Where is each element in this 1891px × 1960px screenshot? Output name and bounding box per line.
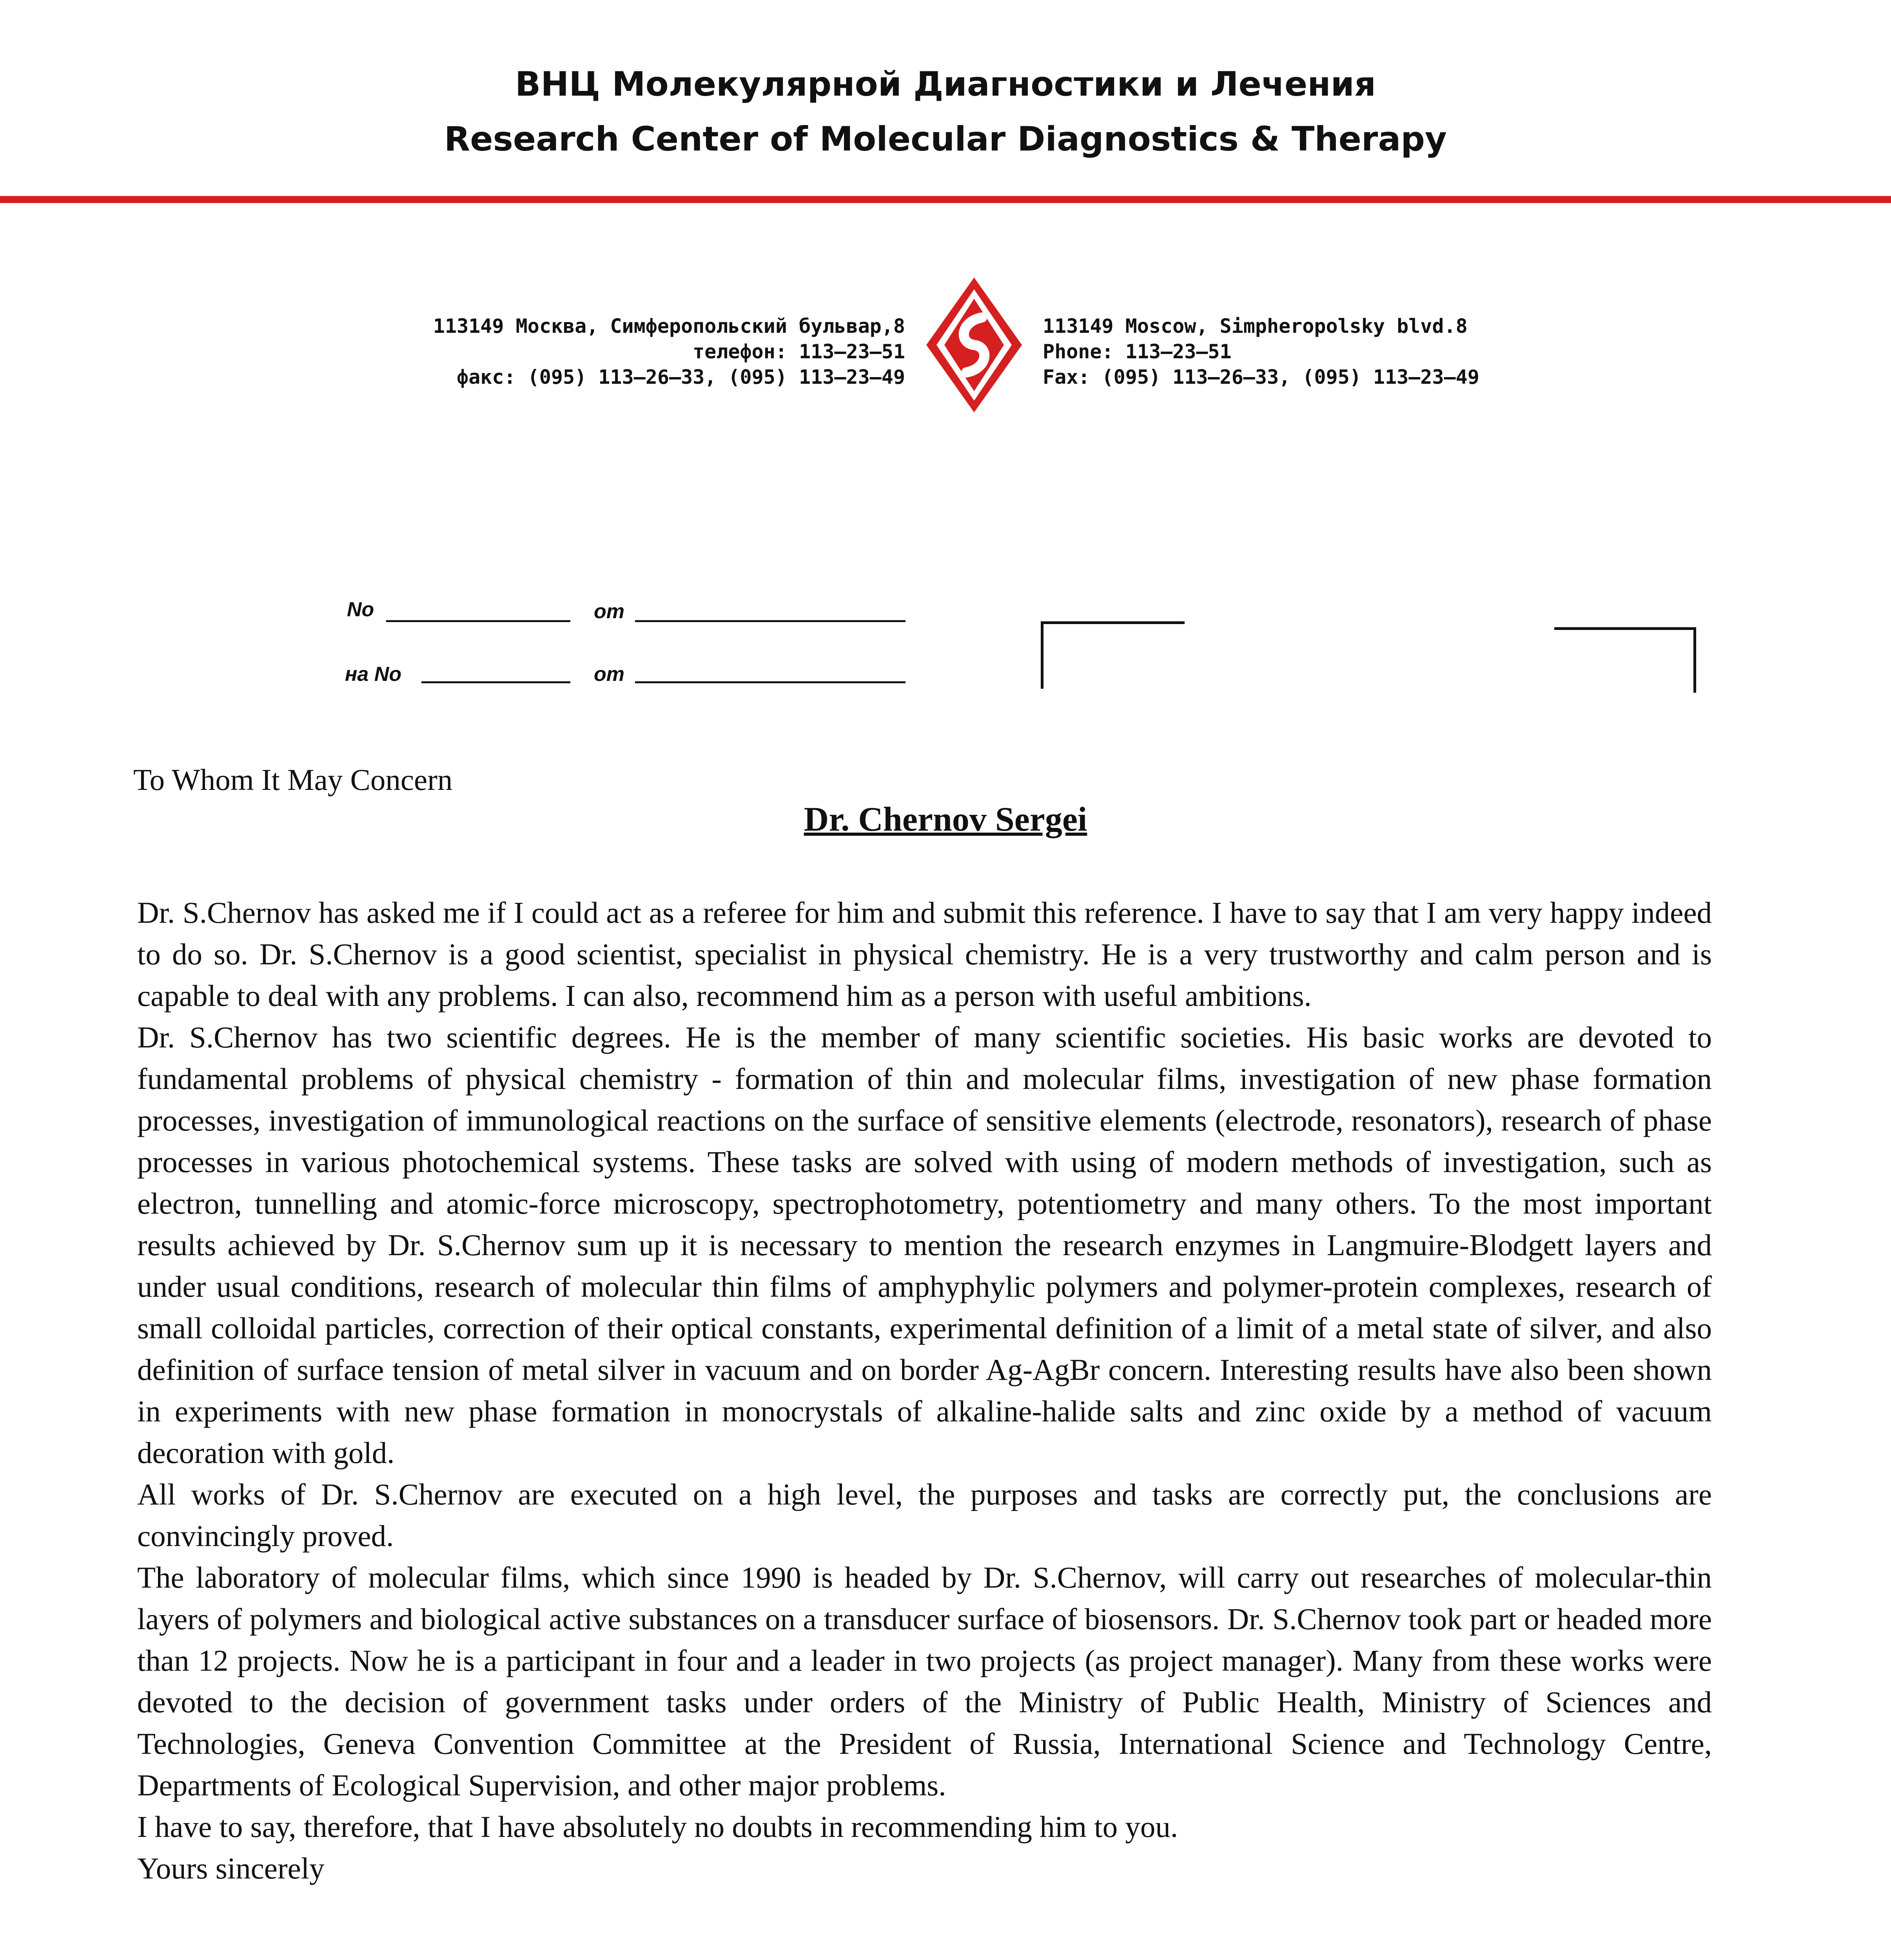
letterhead-title-en: Research Center of Molecular Diagnostics & Therapy <box>444 120 1447 159</box>
registry-reply-no-line <box>421 681 570 683</box>
address-bracket-left <box>1041 621 1185 689</box>
address-en-line: Fax: (095) 113–26–33, (095) 113–23–49 <box>1043 366 1479 388</box>
address-bracket-right <box>1554 627 1696 693</box>
registry-reply-date-line <box>635 681 906 683</box>
body-paragraph: All works of Dr. S.Chernov are executed on a high level, the purposes and tasks are correctly put, the conclusions are convincingly proved. <box>137 1477 1712 1553</box>
letterhead-title-ru: ВНЦ Молекулярной Диагностики и Лечения <box>515 65 1376 104</box>
rcmd-diamond-logo-icon <box>923 274 1025 416</box>
address-en-line: Phone: 113–23–51 <box>1043 340 1232 363</box>
registry-date-label: от <box>594 600 624 623</box>
body-paragraph: I have to say, therefore, that I have absolutely no doubts in recommending him to you. <box>137 1810 1178 1844</box>
body-paragraph: Dr. S.Chernov has asked me if I could act as a referee for him and submit this reference. I have to say that I am very happy indeed to do so. Dr. S.Chernov is a good scientist, specialist in physical chemistry. He is a very trustworthy and calm person and is capable to deal with any problems. I can also, recommend him as a person with useful ambitions. <box>137 896 1712 1013</box>
letterhead-divider <box>0 196 1891 203</box>
address-ru-line: факс: (095) 113–26–33, (095) 113–23–49 <box>457 366 905 388</box>
registry-reply-no-label: на No <box>345 663 402 686</box>
registry-reply-date-label: от <box>594 663 624 686</box>
greeting: To Whom It May Concern <box>133 763 453 797</box>
subject-heading: Dr. Chernov Sergei <box>804 800 1087 838</box>
closing: Yours sincerely <box>137 1851 325 1885</box>
address-en-line: 113149 Moscow, Simpheropolsky blvd.8 <box>1043 315 1468 338</box>
registry-no-label: No <box>347 598 374 621</box>
letter-body <box>137 892 1712 1889</box>
address-ru <box>433 314 905 390</box>
address-ru-line: 113149 Москва, Симферопольский бульвар,8 <box>433 315 905 338</box>
address-en <box>1043 314 1479 390</box>
address-ru-line: телефон: 113–23–51 <box>693 340 905 363</box>
registry-no-line <box>386 620 570 622</box>
body-paragraph: The laboratory of molecular films, which since 1990 is headed by Dr. S.Chernov, will carry out researches of molecular-thin layers of polymers and biological active substances on a transducer surface of biosensors. Dr. S.Chernov took part or headed more than 12 projects. Now he is a participant in four and a leader in two projects (as project manager). Many from these works were devoted to the decision of government tasks under orders of the Ministry of Public Health, Ministry of Sciences and Technologies, Geneva Convention Committee at the President of Russia, International Science and Technology Centre, Departments of Ecological Supervision, and other major problems. <box>137 1561 1712 1802</box>
body-paragraph: Dr. S.Chernov has two scientific degrees. He is the member of many scientific societies. His basic works are devoted to fundamental problems of physical chemistry - formation of thin and molecular films, investigation of new phase formation processes, investigation of immunological reactions on the surface of sensitive elements (electrode, resonators), research of phase processes in various photochemical systems. These tasks are solved with using of modern methods of investigation, such as electron, tunnelling and atomic-force microscopy, spectrophotometry, potentiometry and many others. To the most important results achieved by Dr. S.Chernov sum up it is necessary to mention the research enzymes in Langmuire-Blodgett layers and under usual conditions, research of molecular thin films of amphyphylic polymers and polymer-protein complexes, research of small colloidal particles, correction of their optical constants, experimental definition of a limit of a metal state of silver, and also definition of surface tension of metal silver in vacuum and on border Ag-AgBr concern. Interesting results have also been shown in experiments with new phase formation in monocrystals of alkaline-halide salts and zinc oxide by a method of vacuum decoration with gold. <box>137 1020 1712 1470</box>
registry-date-line <box>635 620 906 622</box>
